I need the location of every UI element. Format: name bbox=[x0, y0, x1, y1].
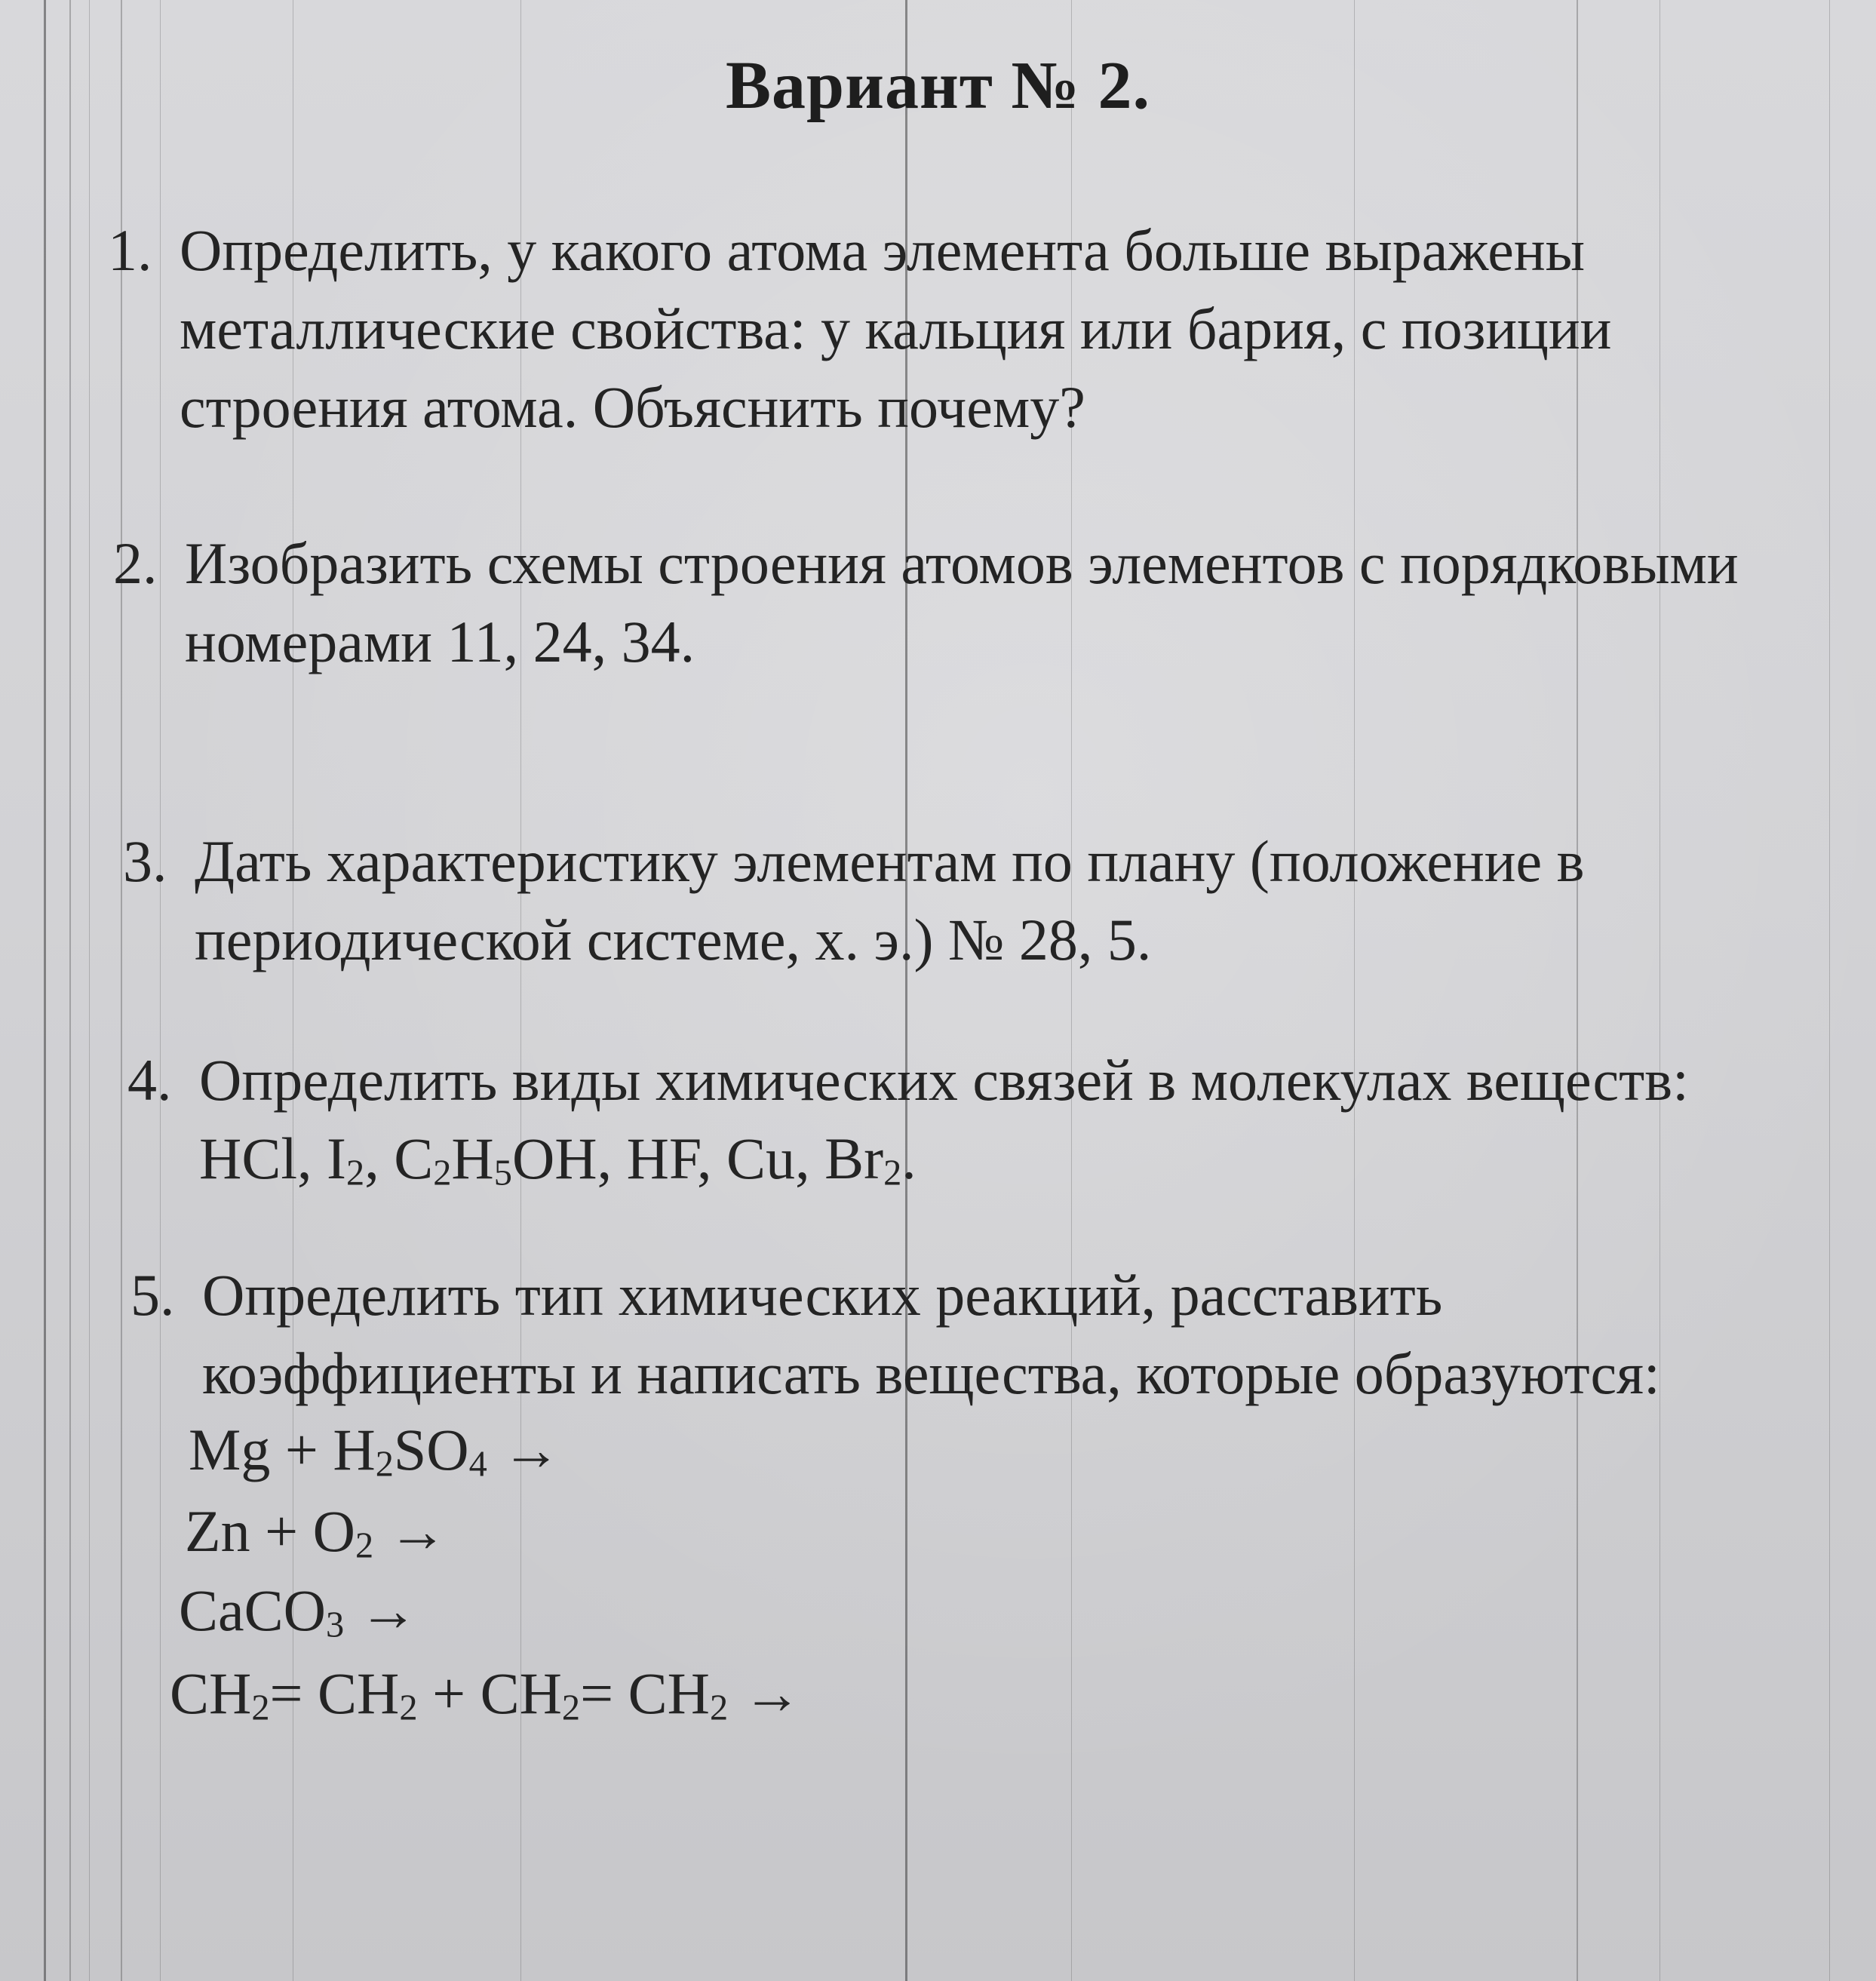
task-number: 3. bbox=[123, 828, 167, 894]
formula-subscript: 2 bbox=[883, 1153, 902, 1193]
equation-subscript: 2 bbox=[709, 1688, 729, 1728]
copy-streak bbox=[69, 0, 71, 1981]
equation-subscript: 2 bbox=[561, 1688, 581, 1728]
task-3 bbox=[123, 822, 1585, 979]
equation-part: CaCO bbox=[179, 1577, 326, 1643]
equation-part: + CH bbox=[417, 1660, 562, 1726]
copy-streak bbox=[160, 0, 161, 1981]
formula-part: . bbox=[901, 1126, 917, 1191]
formula-subscript: 2 bbox=[433, 1153, 452, 1193]
equation-part: Mg + H bbox=[189, 1417, 376, 1482]
formula-part: , C bbox=[364, 1126, 434, 1191]
task-number: 1. bbox=[108, 217, 152, 283]
equation-subscript: 2 bbox=[399, 1688, 418, 1728]
equation-part: Zn + O bbox=[185, 1498, 355, 1564]
reaction-equation bbox=[185, 1492, 447, 1571]
task-line: Дать характеристику элементам по плану (положение в bbox=[195, 828, 1585, 894]
task-line: периодической системе, х. э.) № 28, 5. bbox=[195, 907, 1152, 972]
equation-part: SO bbox=[393, 1417, 469, 1482]
task-line: Изобразить схемы строения атомов элементов с порядковыми bbox=[185, 530, 1739, 596]
copy-streak bbox=[121, 0, 122, 1981]
equation-subscript: 2 bbox=[251, 1688, 270, 1728]
task-2 bbox=[113, 524, 1739, 681]
equation-subscript: 2 bbox=[375, 1444, 394, 1485]
task-line: Определить тип химических реакций, расставить bbox=[202, 1262, 1443, 1328]
copy-streak bbox=[89, 0, 90, 1981]
page-title: Вариант № 2. bbox=[726, 48, 1150, 123]
copy-streak bbox=[44, 0, 46, 1981]
task-number: 5. bbox=[130, 1262, 175, 1328]
formula-subscript: 5 bbox=[493, 1153, 512, 1193]
task-line: Определить виды химических связей в молекулах веществ: bbox=[199, 1047, 1689, 1113]
equation-arrow: → bbox=[373, 1498, 447, 1564]
equation-arrow: → bbox=[344, 1577, 418, 1643]
copy-streak bbox=[1829, 0, 1830, 1981]
equation-subscript: 4 bbox=[468, 1444, 487, 1485]
task-line: Определить, у какого атома элемента больше выражены bbox=[180, 217, 1586, 283]
equation-arrow: → bbox=[728, 1660, 802, 1726]
task-line: строения атома. Объяснить почему? bbox=[180, 374, 1085, 440]
equation-arrow: → bbox=[487, 1417, 561, 1482]
reaction-equation bbox=[170, 1654, 802, 1733]
formula-part: HCl, I bbox=[199, 1126, 346, 1191]
reaction-equation bbox=[179, 1571, 418, 1650]
reaction-equation bbox=[189, 1411, 560, 1489]
task-1 bbox=[108, 211, 1612, 447]
task-line: коэффициенты и написать вещества, которые образуются: bbox=[202, 1341, 1660, 1406]
equation-part: = CH bbox=[580, 1660, 710, 1726]
task-4 bbox=[127, 1041, 1689, 1198]
task-number: 4. bbox=[127, 1047, 172, 1113]
task-line: металлические свойства: у кальция или бария, с позиции bbox=[180, 296, 1612, 361]
task-number: 2. bbox=[113, 530, 158, 596]
task-line: номерами 11, 24, 34. bbox=[185, 609, 695, 674]
equation-part: = CH bbox=[269, 1660, 400, 1726]
task-5 bbox=[130, 1256, 1660, 1413]
equation-subscript: 2 bbox=[355, 1525, 374, 1566]
formula-part: OH, HF, Cu, Br bbox=[511, 1126, 884, 1191]
equation-part: CH bbox=[170, 1660, 252, 1726]
equation-subscript: 3 bbox=[326, 1605, 345, 1645]
formula-subscript: 2 bbox=[346, 1153, 365, 1193]
formula-part: H bbox=[451, 1126, 494, 1191]
substance-formulas bbox=[199, 1119, 1689, 1198]
